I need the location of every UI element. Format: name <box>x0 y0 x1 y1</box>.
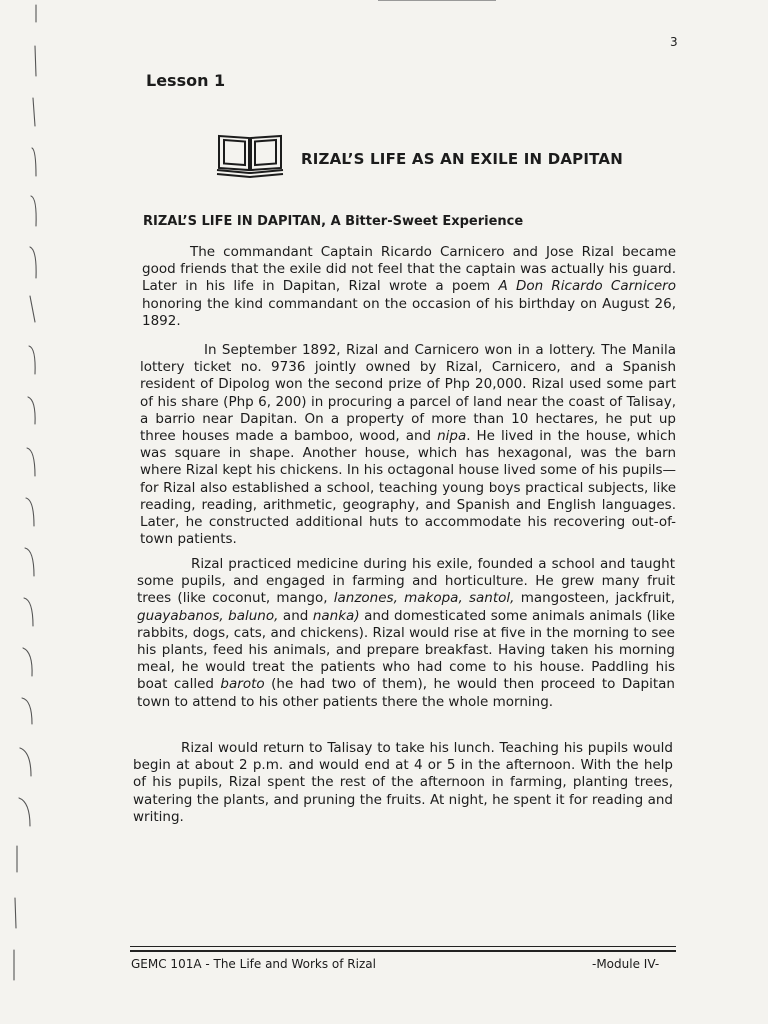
italic-term: guayabanos, baluno, <box>137 607 279 624</box>
italic-term: lanzones, makopa, santol, <box>333 590 515 607</box>
binding-holes-decoration <box>0 0 40 1024</box>
italic-term: nanka) <box>312 607 360 624</box>
paragraph-text: and <box>278 607 313 624</box>
footer-module-label: -Module IV- <box>592 957 660 971</box>
lesson-title: RIZAL’S LIFE AS AN EXILE IN DAPITAN <box>301 150 623 168</box>
italic-term: baroto <box>220 676 265 693</box>
paragraph-text: and domesticated some animals animals (like rabbits, dogs, cats, and chickens). Rizal would rise at five in the morning to see his plants, feed his animals, and prepare breakfast. Having taken his morning meal, he would treat the patients who had come to his house. Paddling his boat called <box>137 607 676 693</box>
paragraph-text: Rizal practiced medicine during his exile, founded a school and taught some pupils, and engaged in farming and horticulture. He grew many fruit trees (like coconut, mango, <box>137 556 675 607</box>
poem-title: A Don Ricardo Carnicero <box>498 278 676 295</box>
section-heading: RIZAL’S LIFE IN DAPITAN, A Bitter-Sweet Experience <box>143 214 524 229</box>
body-paragraph-4 <box>133 740 673 826</box>
paragraph-text: honoring the kind commandant on the occasion of his birthday on August 26, 1892. <box>142 295 676 329</box>
footer-rule <box>130 950 676 952</box>
italic-term: nipa <box>437 428 467 445</box>
body-paragraph-1 <box>142 244 676 330</box>
paragraph-text: In September 1892, Rizal and Carnicero won in a lottery. The Manila lottery ticket no. 9736 jointly owned by Rizal, Carnicero, and a Spanish resident of Dipolog won the second prize of Php 20,000. Rizal used some part of his share (Php 6, 200) in procuring a parcel of land near the coast of Talisay, a barrio near Dapitan. On a property of more than 10 hectares, he put up three houses made a bamboo, wood, and <box>140 342 676 445</box>
footer-course-title: GEMC 101A - The Life and Works of Rizal <box>131 957 376 971</box>
body-paragraph-2 <box>140 342 676 548</box>
paragraph-text: Rizal would return to Talisay to take his lunch. Teaching his pupils would begin at about 2 p.m. and would end at 4 or 5 in the afternoon. With the help of his pupils, Rizal spent the rest of the afternoon in farming, planting trees, watering the plants, and pruning the fruits. At night, he spent it for reading and writing. <box>133 740 673 825</box>
paragraph-text: (he had two of them), he would then proceed to Dapitan town to attend to his other patients there the whole morning. <box>137 676 675 710</box>
lesson-label: Lesson 1 <box>146 71 226 90</box>
body-paragraph-3 <box>137 556 675 711</box>
book-icon <box>216 132 284 178</box>
paragraph-text: mangosteen, jackfruit, <box>514 590 675 607</box>
paragraph-text: . He lived in the house, which was square in shape. Another house, which has hexagonal, was the barn where Rizal kept his chickens. In his octagonal house lived some of his pupils—for Rizal also established a school, teaching young boys practical subjects, like reading, reading, arithmetic, geography, and Spanish and English languages. Later, he constructed additional huts to accommodate his recovering out-of-town patients. <box>140 428 677 548</box>
page-top-edge-mark <box>378 0 496 1</box>
footer-rule <box>130 946 676 947</box>
page-number: 3 <box>670 35 678 49</box>
paragraph-text: The commandant Captain Ricardo Carnicero and Jose Rizal became good friends that the exile did not feel that the captain was actually his guard. Later in his life in Dapitan, Rizal wrote a poem <box>142 244 676 295</box>
